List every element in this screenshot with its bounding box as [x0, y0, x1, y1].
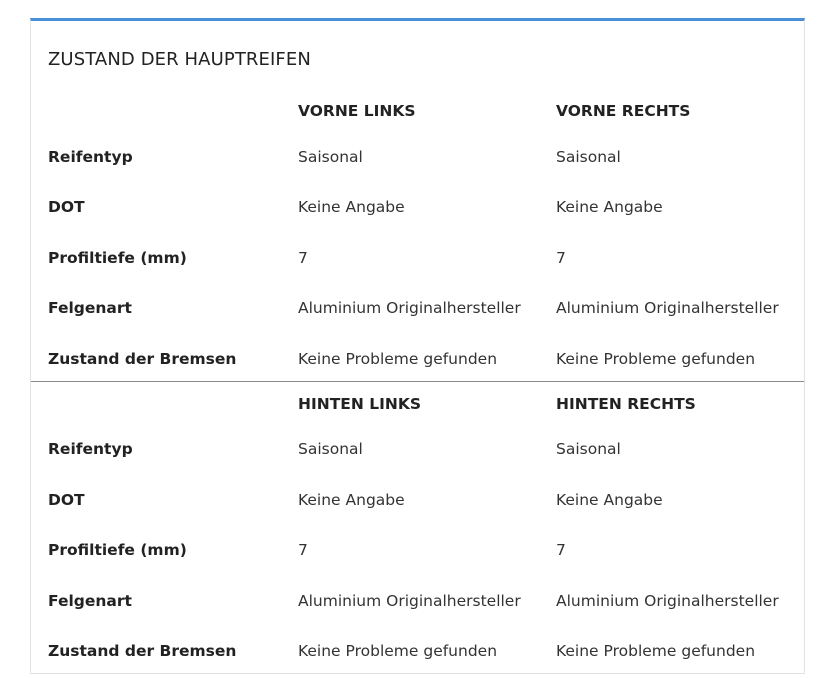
value-front-right-dot: Keine Angabe: [556, 198, 663, 216]
value-front-right-rim-type: Aluminium Originalhersteller: [556, 299, 779, 317]
value-front-left-tire-type: Saisonal: [298, 148, 363, 166]
row-label-dot: DOT: [48, 198, 85, 216]
value-rear-left-dot: Keine Angabe: [298, 491, 405, 509]
value-front-right-tire-type: Saisonal: [556, 148, 621, 166]
value-rear-right-brake-condition: Keine Probleme gefunden: [556, 642, 756, 660]
row-label-brake-condition: Zustand der Bremsen: [48, 642, 237, 660]
value-front-left-dot: Keine Angabe: [298, 198, 405, 216]
value-rear-right-rim-type: Aluminium Originalhersteller: [556, 592, 779, 610]
value-front-left-rim-type: Aluminium Originalhersteller: [298, 299, 521, 317]
row-label-tread-depth: Profiltiefe (mm): [48, 249, 187, 267]
value-rear-left-rim-type: Aluminium Originalhersteller: [298, 592, 521, 610]
value-rear-right-dot: Keine Angabe: [556, 491, 663, 509]
row-label-dot: DOT: [48, 491, 85, 509]
column-header-rear-left: HINTEN LINKS: [298, 395, 422, 413]
row-label-tread-depth: Profiltiefe (mm): [48, 541, 187, 559]
row-label-tire-type: Reifentyp: [48, 440, 133, 458]
value-front-right-tread-depth: 7: [556, 249, 566, 267]
value-rear-left-tread-depth: 7: [298, 541, 308, 559]
column-header-front-right: VORNE RECHTS: [556, 102, 691, 120]
value-front-right-brake-condition: Keine Probleme gefunden: [556, 350, 756, 368]
value-rear-left-tire-type: Saisonal: [298, 440, 363, 458]
row-label-rim-type: Felgenart: [48, 299, 132, 317]
section-title: ZUSTAND DER HAUPTREIFEN: [48, 49, 311, 70]
value-rear-left-brake-condition: Keine Probleme gefunden: [298, 642, 498, 660]
section-divider: [31, 381, 804, 382]
column-header-rear-right: HINTEN RECHTS: [556, 395, 696, 413]
row-label-tire-type: Reifentyp: [48, 148, 133, 166]
tire-condition-card: [30, 18, 805, 674]
row-label-rim-type: Felgenart: [48, 592, 132, 610]
value-rear-right-tire-type: Saisonal: [556, 440, 621, 458]
row-label-brake-condition: Zustand der Bremsen: [48, 350, 237, 368]
column-header-front-left: VORNE LINKS: [298, 102, 416, 120]
value-front-left-brake-condition: Keine Probleme gefunden: [298, 350, 498, 368]
value-rear-right-tread-depth: 7: [556, 541, 566, 559]
value-front-left-tread-depth: 7: [298, 249, 308, 267]
